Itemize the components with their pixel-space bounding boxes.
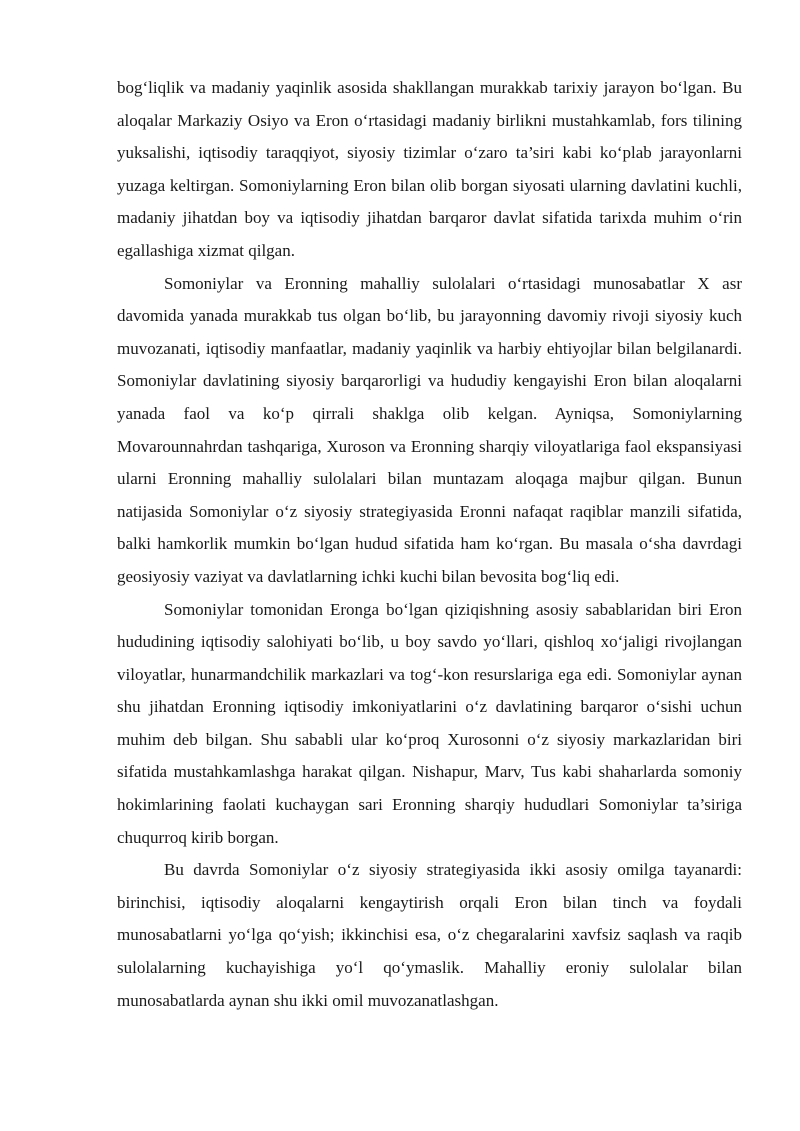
document-body <box>117 72 742 1017</box>
paragraph-2: Somoniylar va Eronning mahalliy sulolalari o‘rtasidagi munosabatlar X asr davomida yanada murakkab tus olgan bo‘lib, bu jarayonning davomiy rivoji siyosiy kuch muvozanati, iqtisodiy manfaatlar, madaniy yaqinlik va harbiy ehtiyojlar bilan belgilanardi. Somoniylar davlatining siyosiy barqarorligi va hududiy kengayishi Eron bilan aloqalarni yanada faol va ko‘p qirrali shaklga olib kelgan. Ayniqsa, Somoniylarning Movarounnahrdan tashqariga, Xuroson va Eronning sharqiy viloyatlariga faol ekspansiyasi ularni Eronning mahalliy sulolalari bilan muntazam aloqaga majbur qilgan. Bunun natijasida Somoniylar o‘z siyosiy strategiyasida Eronni nafaqat raqiblar manzili sifatida, balki hamkorlik mumkin bo‘lgan hudud sifatida ham ko‘rgan. Bu masala o‘sha davrdagi geosiyosiy vaziyat va davlatlarning ichki kuchi bilan bevosita bog‘liq edi. <box>117 273 742 586</box>
paragraph-4: Bu davrda Somoniylar o‘z siyosiy strategiyasida ikki asosiy omilga tayanardi: birinchisi, iqtisodiy aloqalarni kengaytirish orqali Eron bilan tinch va foydali munosabatlarni yo‘lga qo‘yish; ikkinchisi esa, o‘z chegaralarini xavfsiz saqlash va raqib sulolalarning kuchayishiga yo‘l qo‘ymaslik. Mahalliy eroniy sulolalar bilan munosabatlarda aynan shu ikki omil muvozanatlashgan. <box>117 860 742 1010</box>
paragraph-1: bog‘liqlik va madaniy yaqinlik asosida shakllangan murakkab tarixiy jarayon bo‘lgan. Bu aloqalar Markaziy Osiyo va Eron o‘rtasidagi madaniy birlikni mustahkamlab, fors tilining yuksalishi, iqtisodiy taraqqiyot, siyosiy tizimlar o‘zaro ta’siri kabi ko‘plab jarayonlarni yuzaga keltirgan. Somoniylarning Eron bilan olib borgan siyosati ularning davlatini kuchli, madaniy jihatdan boy va iqtisodiy jihatdan barqaror davlat sifatida tarixda muhim o‘rin egallashiga xizmat qilgan. <box>117 78 742 260</box>
paragraph-3: Somoniylar tomonidan Eronga bo‘lgan qiziqishning asosiy sabablaridan biri Eron hududining iqtisodiy salohiyati bo‘lib, u boy savdo yo‘llari, qishloq xo‘jaligi rivojlangan viloyatlar, hunarmandchilik markazlari va tog‘-kon resurslariga ega edi. Somoniylar aynan shu jihatdan Eronning iqtisodiy imkoniyatlarini o‘z davlatining barqaror o‘sishi uchun muhim deb bilgan. Shu sababli ular ko‘proq Xurosonni o‘z siyosiy markazlaridan biri sifatida mustahkamlashga harakat qilgan. Nishapur, Marv, Tus kabi shaharlarda somoniy hokimlarining faolati kuchaygan sari Eronning sharqiy hududlari Somoniylar ta’siriga chuqurroq kirib borgan. <box>117 599 742 847</box>
